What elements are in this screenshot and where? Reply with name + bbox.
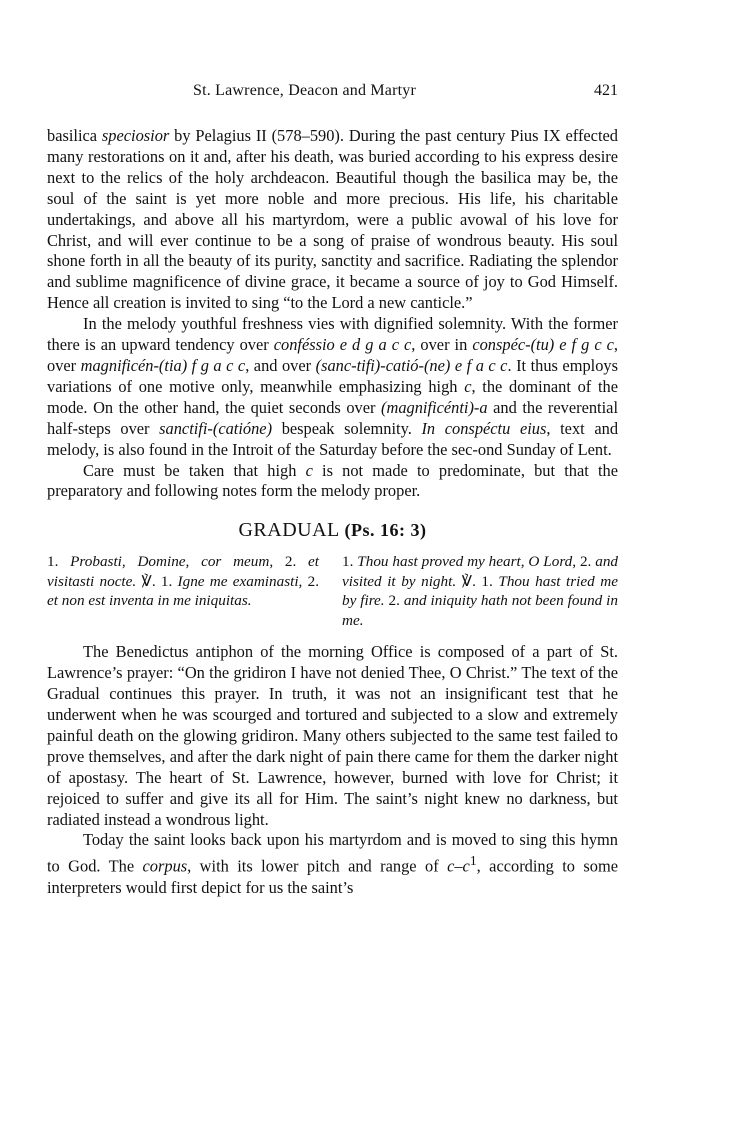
italic-run: c — [464, 376, 472, 396]
gradual-latin-text — [47, 552, 319, 630]
text-run: et visitasti nocte. — [47, 553, 319, 590]
text-run: , over in — [411, 335, 473, 355]
body-text-after-gradual — [47, 642, 618, 898]
paragraph — [47, 126, 618, 314]
italic-run: In conspéctu eius — [421, 418, 547, 438]
italic-run: c — [305, 460, 313, 480]
text-run: , the dominant of the mode. On the other hand, the quiet seconds over — [47, 376, 618, 417]
text-run: , text and melody, is also found in the Introit of the Saturday before the sec-ond Sunday of Lent. — [47, 418, 619, 459]
text-run: . It thus employs variations of one motive only, meanwhile emphasizing high — [47, 355, 618, 396]
running-title: St. Lawrence, Deacon and Martyr — [193, 82, 416, 99]
italic-run: conspéc-(tu) e f g c c — [472, 335, 614, 355]
paragraph — [47, 830, 618, 898]
italic-run: conféssio e d g a c c — [273, 335, 412, 355]
text-run: , according to some interpreters would first depict for us the saint’s — [47, 856, 618, 897]
text-run: ℣. 1. — [141, 572, 178, 590]
text-run: In the melody youthful freshness vies with dignified solemnity. With the former there is an upward tendency over — [47, 314, 618, 355]
italic-run: (sanc-tifi)-catió-(ne) e f a c c — [315, 355, 508, 375]
italic-run: magnificén-(tia) f g a c c — [80, 355, 246, 375]
paragraph — [47, 314, 618, 460]
text-run: Today the saint looks back upon his martyrdom and is moved to sing this hymn to God. The — [47, 830, 618, 876]
text-run: et non est inventa in me iniquitas. — [47, 592, 252, 610]
italic-run: (magnificénti)-a — [381, 397, 488, 417]
running-head — [47, 78, 618, 104]
text-run: and visited it by night. — [342, 553, 619, 590]
text-run: basilica — [47, 126, 102, 145]
gradual-english-text — [342, 552, 618, 630]
text-run: , with its lower pitch and range of — [187, 856, 448, 876]
text-run: , and over — [245, 355, 316, 375]
psalm-reference: (Ps. 16: 3) — [344, 520, 427, 541]
body-text-before-gradual — [47, 126, 618, 502]
text-run: 2. — [273, 553, 309, 571]
paragraph — [47, 642, 618, 830]
section-heading — [47, 518, 618, 542]
gradual-heading: GRADUAL — [238, 519, 340, 542]
italic-run: speciosior — [101, 126, 170, 145]
text-run: ℣. 1. — [461, 572, 499, 590]
text-run: The Benedictus antiphon of the morning Office is composed of a part of St. Lawrence’s prayer: “On the gridiron I have not denied Thee, O Christ.” The text of the Gradual continues this prayer. In truth, it was not an insignificant test that he underwent when he was scourged and tortured and subjected to a slow and extremely painful death on the glowing gridiron. Many others subjected to the same test failed to prove themselves, and after the dark night of pain there came for them the darker night of apostasy. The heart of St. Lawrence, however, burned with love for Christ; it rejoiced to suffer and give its all for Him. The saint’s night knew no darkness, but radiated instead a wondrous light. — [47, 642, 618, 829]
text-run: 2. — [302, 572, 320, 590]
page-number: 421 — [594, 82, 618, 99]
text-run: Igne me examinasti, — [177, 572, 303, 590]
text-run: 1. — [342, 553, 358, 571]
text-run: 1. — [47, 553, 71, 571]
text-run: Thou hast tried me by fire. — [342, 572, 619, 610]
text-run: is not made to predominate, but that the preparatory and following notes form the melody proper. — [47, 460, 619, 501]
text-run: and the reverential half-steps over — [47, 397, 618, 438]
gradual-columns — [47, 552, 618, 630]
book-page — [47, 78, 618, 899]
paragraph — [47, 461, 618, 503]
italic-run: corpus — [142, 856, 188, 876]
superscript: 1 — [469, 853, 477, 869]
text-run: Probasti, Domine, cor meum, — [70, 553, 274, 571]
text-run: Thou hast proved my heart, O Lord, — [357, 553, 577, 571]
text-run: Care must be taken that high — [83, 460, 306, 480]
text-run: bespeak solemnity. — [272, 418, 422, 438]
text-run: 2. — [576, 553, 596, 571]
text-run: by Pelagius II (578–590). During the past century Pius IX effected many restorations on it and, after his death, was buried according to his express desire next to the relics of the holy archdeacon. Beautiful though the basilica may be, the soul of the saint is yet more noble and more precious. His life, his charitable undertakings, and above all his martyrdom, were a public avowal of his love for Christ, and will ever continue to be a song of praise of wondrous beauty. His soul shone forth in all the beauty of its purity, sanctity and sacrifice. Radiating the splendor and sublime magnificence of divine grace, it became a source of joy to God Himself. Hence all creation is invited to sing “to the Lord a new canticle.” — [47, 126, 618, 313]
text-run: , over — [47, 335, 619, 375]
italic-run: c–c — [447, 856, 470, 876]
text-run: 2. — [384, 592, 404, 610]
text-run: and iniquity hath not been found in me. — [342, 592, 618, 629]
italic-run: sanctifi-(catióne) — [159, 418, 273, 438]
